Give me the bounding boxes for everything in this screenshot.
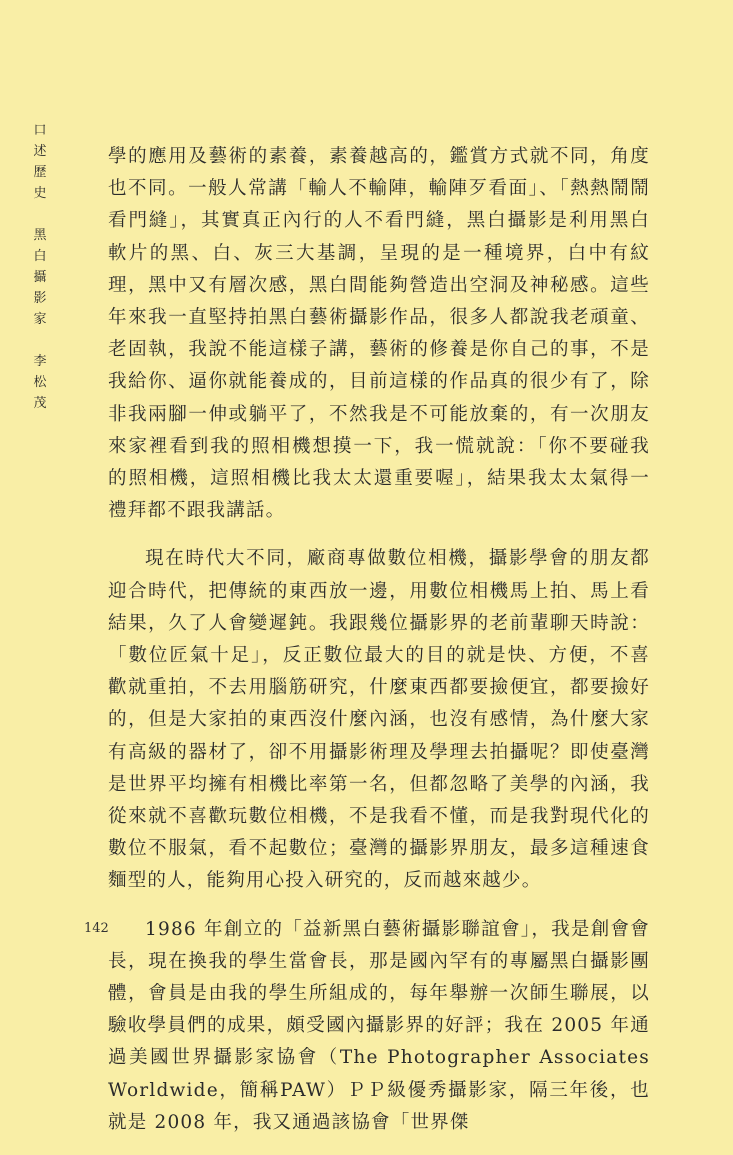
page-number: 142 xyxy=(84,921,109,936)
body-text xyxy=(108,141,650,1155)
paragraph-3: 1986 年創立的「益新黑白藝術攝影聯誼會」，我是創會會長，現在換我的學生當會長，那是國內罕有的專屬黑白攝影團體，會員是由我的學生所組成的，每年舉辦一次師生聯展，以驗收學員們的成果，頗受國內攝影界的好評；我在 2005 年通過美國世界攝影家協會（The Photographer Associates Worldwide，簡稱PAW）ＰＰ級優秀攝影家，隔三年後，也就是 2008 年，我又通過該協會「世界傑 xyxy=(108,918,650,1133)
running-header xyxy=(32,120,48,414)
running-header-series: 口述歷史 xyxy=(33,123,47,201)
paragraph-2: 現在時代大不同，廠商專做數位相機，攝影學會的朋友都迎合時代，把傳統的東西放一邊，用數位相機馬上拍、馬上看結果，久了人會變遲鈍。我跟幾位攝影界的老前輩聊天時說：「數位匠氣十足」，反正數位最大的目的就是快、方便，不喜歡就重拍，不去用腦筋研究，什麼東西都要撿便宜，都要撿好的，但是大家拍的東西沒什麼內涵，也沒有感情，為什麼大家有高級的器材了，卻不用攝影術理及學理去拍攝呢？即使臺灣是世界平均擁有相機比率第一名，但都忽略了美學的內涵，我從來就不喜歡玩數位相機，不是我看不懂，而是我對現代化的數位不服氣，看不起數位；臺灣的攝影界朋友，最多這種速食麵型的人，能夠用心投入研究的，反而越來越少。 xyxy=(108,548,650,892)
running-header-author: 李松茂 xyxy=(33,354,47,411)
paragraph-1: 學的應用及藝術的素養，素養越高的，鑑賞方式就不同，角度也不同。一般人常講「輸人不輸陣，輸陣歹看面」、「熱熱鬧鬧看門縫」，其實真正內行的人不看門縫，黑白攝影是利用黑白軟片的黑、白、灰三大基調，呈現的是一種境界，白中有紋理，黑中又有層次感，黑白間能夠營造出空洞及神秘感。這些年來我一直堅持拍黑白藝術攝影作品，很多人都說我老頑童、老固執，我說不能這樣子講，藝術的修養是你自己的事，不是我給你、逼你就能養成的，目前這樣的作品真的很少有了，除非我兩腳一伸或躺平了，不然我是不可能放棄的，有一次朋友來家裡看到我的照相機想摸一下，我一慌就說：「你不要碰我的照相機，這照相機比我太太還重要喔」，結果我太太氣得一禮拜都不跟我講話。 xyxy=(108,146,650,522)
running-header-topic: 黑白攝影家 xyxy=(33,228,47,327)
